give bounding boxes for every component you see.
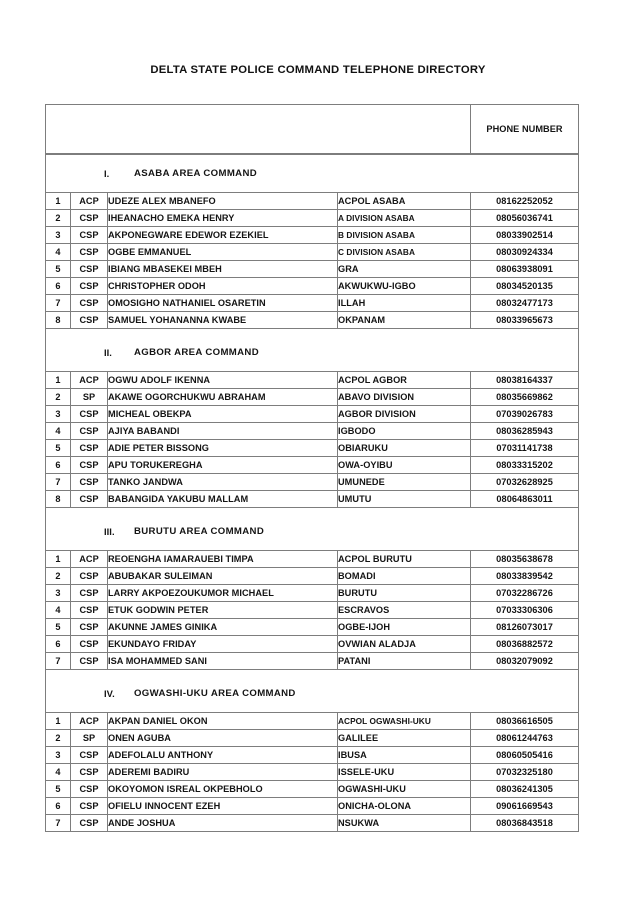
cell-officer-name: AKUNNE JAMES GINIKA <box>108 619 338 636</box>
cell-phone-number: 08036616505 <box>471 713 579 730</box>
cell-officer-name: OGBE EMMANUEL <box>108 244 338 261</box>
cell-serial-number: 3 <box>46 227 71 244</box>
cell-serial-number: 5 <box>46 781 71 798</box>
table-row[interactable] <box>46 295 579 312</box>
table-row[interactable] <box>46 619 579 636</box>
cell-phone-number: 07039026783 <box>471 406 579 423</box>
cell-officer-name: AJIYA BABANDI <box>108 423 338 440</box>
section-numeral: I. <box>104 168 110 179</box>
cell-phone-number: 09061669543 <box>471 798 579 815</box>
section-heading <box>46 155 578 192</box>
cell-serial-number: 5 <box>46 261 71 278</box>
table-header-row <box>46 105 579 155</box>
table-row[interactable] <box>46 815 579 832</box>
cell-officer-name: ISA MOHAMMED SANI <box>108 653 338 670</box>
cell-serial-number: 2 <box>46 389 71 406</box>
section-title: ASABA AREA COMMAND <box>134 168 258 179</box>
cell-serial-number: 3 <box>46 585 71 602</box>
cell-serial-number: 5 <box>46 619 71 636</box>
cell-serial-number: 3 <box>46 747 71 764</box>
cell-phone-number: 08036285943 <box>471 423 579 440</box>
section-heading-cell <box>46 513 579 551</box>
table-row[interactable] <box>46 585 579 602</box>
table-row[interactable] <box>46 406 579 423</box>
cell-officer-name: ANDE JOSHUA <box>108 815 338 832</box>
cell-rank: CSP <box>71 747 108 764</box>
cell-location: OWA-OYIBU <box>338 457 471 474</box>
cell-phone-number: 08032079092 <box>471 653 579 670</box>
table-row[interactable] <box>46 568 579 585</box>
cell-rank: CSP <box>71 423 108 440</box>
cell-phone-number: 08030924334 <box>471 244 579 261</box>
cell-location: OGWASHI-UKU <box>338 781 471 798</box>
cell-officer-name: AKAWE OGORCHUKWU ABRAHAM <box>108 389 338 406</box>
cell-location: NSUKWA <box>338 815 471 832</box>
cell-rank: CSP <box>71 474 108 491</box>
cell-rank: CSP <box>71 278 108 295</box>
page-title: DELTA STATE POLICE COMMAND TELEPHONE DIRECTORY <box>150 64 486 76</box>
cell-location: C DIVISION ASABA <box>338 244 471 261</box>
cell-serial-number: 8 <box>46 491 71 508</box>
cell-rank: SP <box>71 730 108 747</box>
cell-location: GALILEE <box>338 730 471 747</box>
cell-phone-number: 08036882572 <box>471 636 579 653</box>
cell-serial-number: 2 <box>46 730 71 747</box>
cell-officer-name: IBIANG MBASEKEI MBEH <box>108 261 338 278</box>
section-heading-cell <box>46 334 579 372</box>
cell-serial-number: 4 <box>46 764 71 781</box>
cell-officer-name: OKOYOMON ISREAL OKPEBHOLO <box>108 781 338 798</box>
cell-location: UMUTU <box>338 491 471 508</box>
cell-phone-number: 08035638678 <box>471 551 579 568</box>
cell-phone-number: 07032286726 <box>471 585 579 602</box>
cell-serial-number: 6 <box>46 798 71 815</box>
cell-location: PATANI <box>338 653 471 670</box>
cell-phone-number: 08060505416 <box>471 747 579 764</box>
cell-officer-name: ADIE PETER BISSONG <box>108 440 338 457</box>
cell-phone-number: 08126073017 <box>471 619 579 636</box>
cell-phone-number: 08036843518 <box>471 815 579 832</box>
table-row[interactable] <box>46 474 579 491</box>
cell-location: BOMADI <box>338 568 471 585</box>
table-row[interactable] <box>46 636 579 653</box>
cell-serial-number: 2 <box>46 210 71 227</box>
cell-rank: CSP <box>71 440 108 457</box>
cell-officer-name: AKPAN DANIEL OKON <box>108 713 338 730</box>
cell-location: IBUSA <box>338 747 471 764</box>
cell-serial-number: 6 <box>46 457 71 474</box>
telephone-directory-table <box>45 104 579 832</box>
table-row[interactable] <box>46 781 579 798</box>
cell-officer-name: APU TORUKEREGHA <box>108 457 338 474</box>
cell-phone-number: 08063938091 <box>471 261 579 278</box>
cell-location: ACPOL BURUTU <box>338 551 471 568</box>
cell-officer-name: LARRY AKPOEZOUKUMOR MICHAEL <box>108 585 338 602</box>
cell-phone-number: 07032628925 <box>471 474 579 491</box>
section-heading-row <box>46 334 579 372</box>
cell-serial-number: 7 <box>46 295 71 312</box>
cell-serial-number: 4 <box>46 423 71 440</box>
cell-phone-number: 08033839542 <box>471 568 579 585</box>
cell-rank: CSP <box>71 619 108 636</box>
cell-serial-number: 4 <box>46 602 71 619</box>
table-row[interactable] <box>46 747 579 764</box>
cell-location: B DIVISION ASABA <box>338 227 471 244</box>
cell-rank: SP <box>71 389 108 406</box>
cell-serial-number: 1 <box>46 372 71 389</box>
cell-serial-number: 6 <box>46 278 71 295</box>
section-heading-cell <box>46 675 579 713</box>
cell-rank: CSP <box>71 636 108 653</box>
cell-location: GRA <box>338 261 471 278</box>
section-heading-cell <box>46 154 579 193</box>
section-title: OGWASHI-UKU AREA COMMAND <box>134 688 296 699</box>
cell-serial-number: 2 <box>46 568 71 585</box>
cell-serial-number: 3 <box>46 406 71 423</box>
cell-location: OKPANAM <box>338 312 471 329</box>
table-row[interactable] <box>46 713 579 730</box>
cell-location: A DIVISION ASABA <box>338 210 471 227</box>
cell-officer-name: ABUBAKAR SULEIMAN <box>108 568 338 585</box>
cell-location: OBIARUKU <box>338 440 471 457</box>
section-heading-row <box>46 154 579 193</box>
cell-officer-name: ADEFOLALU ANTHONY <box>108 747 338 764</box>
cell-phone-number: 08061244763 <box>471 730 579 747</box>
cell-rank: CSP <box>71 491 108 508</box>
cell-rank: ACP <box>71 713 108 730</box>
cell-serial-number: 7 <box>46 815 71 832</box>
cell-officer-name: TANKO JANDWA <box>108 474 338 491</box>
cell-officer-name: IHEANACHO EMEKA HENRY <box>108 210 338 227</box>
cell-rank: CSP <box>71 815 108 832</box>
cell-phone-number: 08056036741 <box>471 210 579 227</box>
cell-rank: CSP <box>71 210 108 227</box>
cell-phone-number: 08033315202 <box>471 457 579 474</box>
cell-phone-number: 08036241305 <box>471 781 579 798</box>
cell-location: AKWUKWU-IGBO <box>338 278 471 295</box>
table-row[interactable] <box>46 193 579 210</box>
cell-phone-number: 07031141738 <box>471 440 579 457</box>
cell-serial-number: 8 <box>46 312 71 329</box>
section-title: BURUTU AREA COMMAND <box>134 526 265 537</box>
cell-location: ESCRAVOS <box>338 602 471 619</box>
cell-phone-number: 08162252052 <box>471 193 579 210</box>
table-row[interactable] <box>46 312 579 329</box>
cell-officer-name: MICHEAL OBEKPA <box>108 406 338 423</box>
cell-officer-name: OMOSIGHO NATHANIEL OSARETIN <box>108 295 338 312</box>
cell-officer-name: SAMUEL YOHANANNA KWABE <box>108 312 338 329</box>
cell-rank: CSP <box>71 653 108 670</box>
cell-officer-name: AKPONEGWARE EDEWOR EZEKIEL <box>108 227 338 244</box>
cell-officer-name: OGWU ADOLF IKENNA <box>108 372 338 389</box>
cell-location: ACPOL OGWASHI-UKU <box>338 713 471 730</box>
cell-phone-number: 08033965673 <box>471 312 579 329</box>
cell-phone-number: 08038164337 <box>471 372 579 389</box>
cell-officer-name: ONEN AGUBA <box>108 730 338 747</box>
cell-location: UMUNEDE <box>338 474 471 491</box>
table-row[interactable] <box>46 440 579 457</box>
table-row[interactable] <box>46 457 579 474</box>
cell-phone-number: 08035669862 <box>471 389 579 406</box>
section-title: AGBOR AREA COMMAND <box>134 347 259 358</box>
cell-rank: CSP <box>71 406 108 423</box>
cell-phone-number: 08032477173 <box>471 295 579 312</box>
cell-rank: CSP <box>71 568 108 585</box>
cell-officer-name: OFIELU INNOCENT EZEH <box>108 798 338 815</box>
cell-officer-name: EKUNDAYO FRIDAY <box>108 636 338 653</box>
table-row[interactable] <box>46 602 579 619</box>
cell-serial-number: 5 <box>46 440 71 457</box>
cell-rank: ACP <box>71 551 108 568</box>
table-row[interactable] <box>46 423 579 440</box>
cell-rank: CSP <box>71 457 108 474</box>
cell-location: ONICHA-OLONA <box>338 798 471 815</box>
cell-officer-name: REOENGHA IAMARAUEBI TIMPA <box>108 551 338 568</box>
section-numeral: III. <box>104 526 115 537</box>
header-blank-cell <box>46 105 471 155</box>
table-row[interactable] <box>46 227 579 244</box>
table-row[interactable] <box>46 730 579 747</box>
cell-officer-name: CHRISTOPHER ODOH <box>108 278 338 295</box>
cell-serial-number: 1 <box>46 193 71 210</box>
cell-rank: CSP <box>71 798 108 815</box>
table-row[interactable] <box>46 764 579 781</box>
cell-location: ACPOL AGBOR <box>338 372 471 389</box>
cell-location: BURUTU <box>338 585 471 602</box>
table-row[interactable] <box>46 210 579 227</box>
table-row[interactable] <box>46 653 579 670</box>
cell-phone-number: 08034520135 <box>471 278 579 295</box>
cell-serial-number: 4 <box>46 244 71 261</box>
table-row[interactable] <box>46 372 579 389</box>
section-heading <box>46 513 578 550</box>
cell-location: ILLAH <box>338 295 471 312</box>
cell-officer-name: UDEZE ALEX MBANEFO <box>108 193 338 210</box>
cell-serial-number: 7 <box>46 653 71 670</box>
cell-rank: ACP <box>71 193 108 210</box>
table-row[interactable] <box>46 551 579 568</box>
section-heading <box>46 334 578 371</box>
cell-rank: CSP <box>71 781 108 798</box>
cell-rank: CSP <box>71 585 108 602</box>
cell-rank: CSP <box>71 244 108 261</box>
cell-officer-name: ADEREMI BADIRU <box>108 764 338 781</box>
cell-location: OGBE-IJOH <box>338 619 471 636</box>
section-numeral: IV. <box>104 688 115 699</box>
section-heading <box>46 675 578 712</box>
table-row[interactable] <box>46 389 579 406</box>
cell-serial-number: 1 <box>46 713 71 730</box>
cell-location: IGBODO <box>338 423 471 440</box>
cell-serial-number: 1 <box>46 551 71 568</box>
cell-phone-number: 07032325180 <box>471 764 579 781</box>
table-row[interactable] <box>46 278 579 295</box>
cell-location: ACPOL ASABA <box>338 193 471 210</box>
cell-location: ABAVO DIVISION <box>338 389 471 406</box>
cell-rank: CSP <box>71 295 108 312</box>
cell-rank: CSP <box>71 764 108 781</box>
table-row[interactable] <box>46 798 579 815</box>
table-body <box>46 105 579 832</box>
cell-rank: CSP <box>71 602 108 619</box>
cell-serial-number: 7 <box>46 474 71 491</box>
cell-serial-number: 6 <box>46 636 71 653</box>
cell-rank: CSP <box>71 312 108 329</box>
cell-phone-number: 07033306306 <box>471 602 579 619</box>
cell-location: OVWIAN ALADJA <box>338 636 471 653</box>
cell-rank: CSP <box>71 227 108 244</box>
cell-officer-name: BABANGIDA YAKUBU MALLAM <box>108 491 338 508</box>
cell-phone-number: 08064863011 <box>471 491 579 508</box>
section-heading-row <box>46 675 579 713</box>
cell-rank: CSP <box>71 261 108 278</box>
table-row[interactable] <box>46 261 579 278</box>
table-row[interactable] <box>46 491 579 508</box>
header-phone-number: PHONE NUMBER <box>471 105 579 155</box>
section-heading-row <box>46 513 579 551</box>
cell-location: AGBOR DIVISION <box>338 406 471 423</box>
cell-location: ISSELE-UKU <box>338 764 471 781</box>
cell-rank: ACP <box>71 372 108 389</box>
section-numeral: II. <box>104 347 112 358</box>
cell-phone-number: 08033902514 <box>471 227 579 244</box>
table-row[interactable] <box>46 244 579 261</box>
cell-officer-name: ETUK GODWIN PETER <box>108 602 338 619</box>
